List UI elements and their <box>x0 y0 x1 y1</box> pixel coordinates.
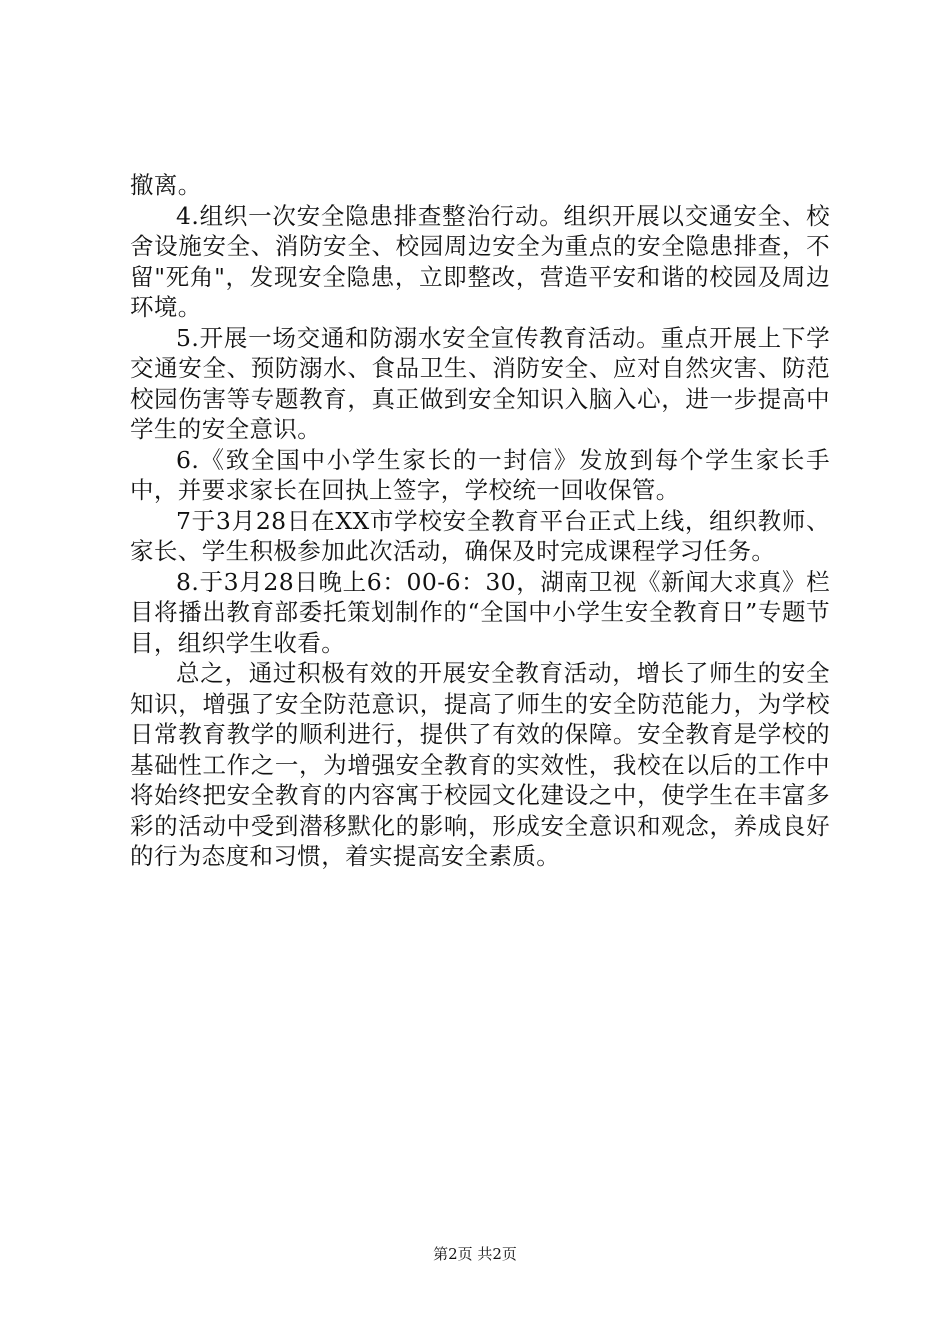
paragraph-item-4: 4.组织一次安全隐患排查整治行动。组织开展以交通安全、校舍设施安全、消防安全、校园周边安全为重点的安全隐患排查，不留"死角"，发现安全隐患，立即整改，营造平安和谐的校园及周边环境。 <box>130 201 830 321</box>
paragraph-item-8: 8.于3月28日晚上6：00-6：30，湖南卫视《新闻大求真》栏目将播出教育部委托策划制作的“全国中小学生安全教育日”专题节目，组织学生收看。 <box>130 567 830 657</box>
paragraph-summary: 总之，通过积极有效的开展安全教育活动，增长了师生的安全知识，增强了安全防范意识，提高了师生的安全防范能力，为学校日常教育教学的顺利进行，提供了有效的保障。安全教育是学校的基础性工作之一，为增强安全教育的实效性，我校在以后的工作中将始终把安全教育的内容寓于校园文化建设之中，使学生在丰富多彩的活动中受到潜移默化的影响，形成安全意识和观念，养成良好的行为态度和习惯，着实提高安全素质。 <box>130 659 830 870</box>
paragraph-continuation: 撤离。 <box>130 171 202 199</box>
paragraph-item-6: 6.《致全国中小学生家长的一封信》发放到每个学生家长手中，并要求家长在回执上签字，学校统一回收保管。 <box>130 445 830 504</box>
document-body <box>130 170 830 872</box>
page-footer: 第2页 共2页 <box>433 1245 517 1263</box>
paragraph-item-7: 7于3月28日在XX市学校安全教育平台正式上线，组织教师、家长、学生积极参加此次活动，确保及时完成课程学习任务。 <box>130 506 830 565</box>
paragraph-item-5: 5.开展一场交通和防溺水安全宣传教育活动。重点开展上下学交通安全、预防溺水、食品卫生、消防安全、应对自然灾害、防范校园伤害等专题教育，真正做到安全知识入脑入心，进一步提高中学生的安全意识。 <box>130 323 830 443</box>
